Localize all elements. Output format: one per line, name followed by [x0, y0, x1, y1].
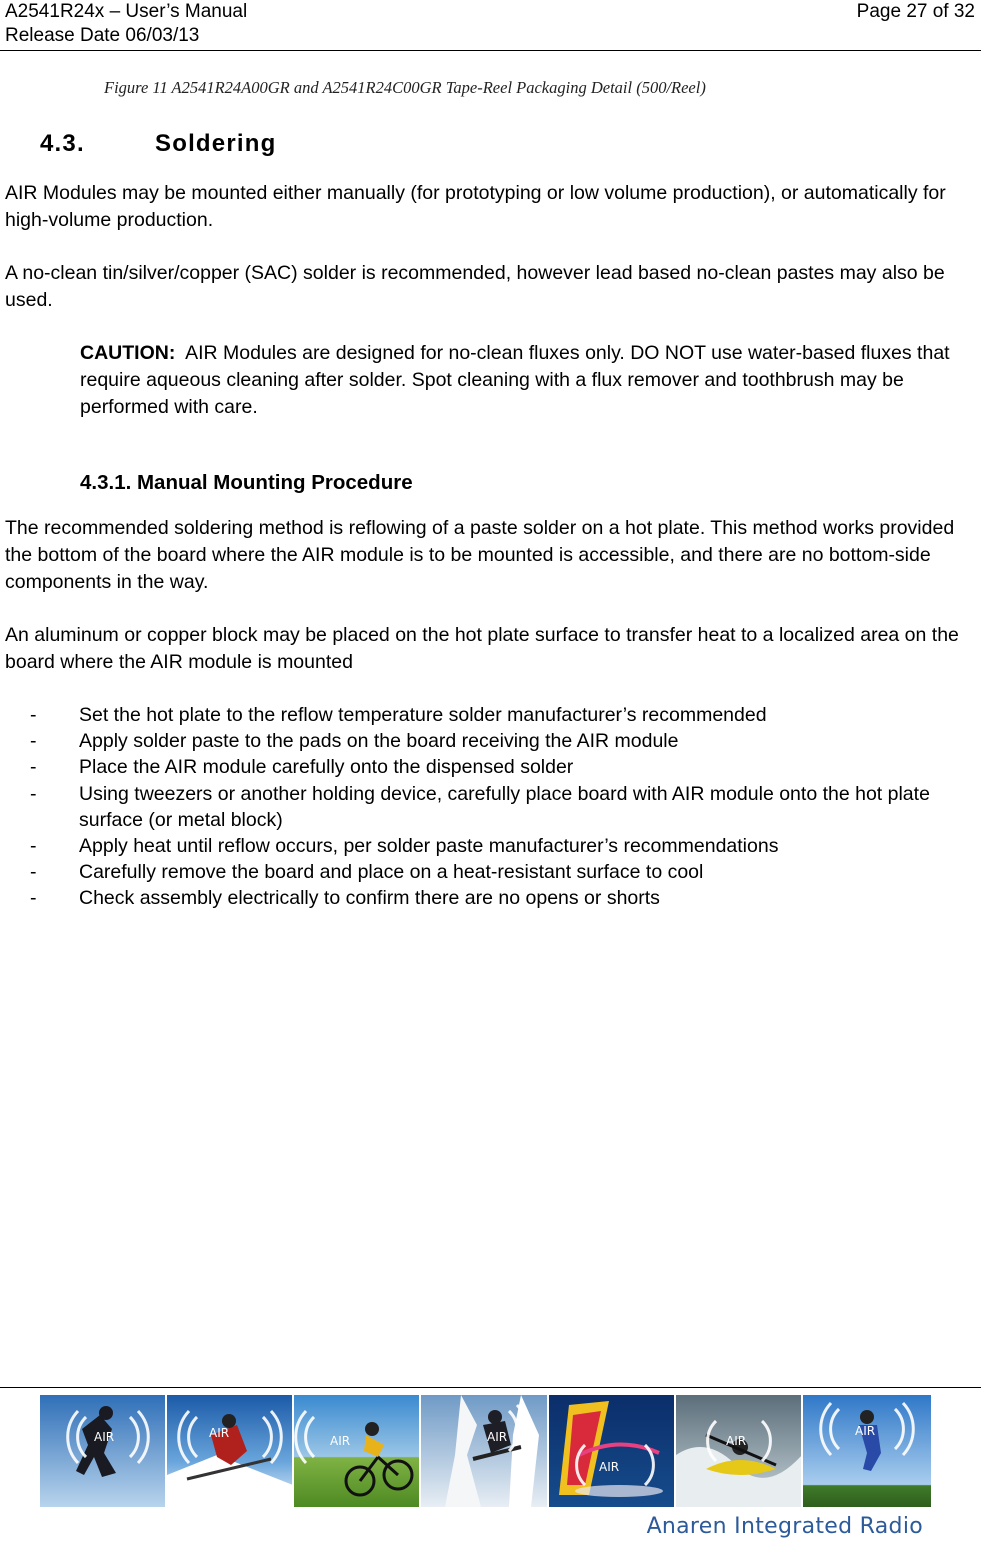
list-item-text: Using tweezers or another holding device, carefully place board with AIR module onto the hot plate surface (or metal block) — [79, 782, 930, 831]
banner-photo-windsurfer — [549, 1395, 674, 1507]
paragraph: A no-clean tin/silver/copper (SAC) solder is recommended, however lead based no-clean pastes may also be used. — [5, 262, 945, 311]
section-number: 4.3. — [40, 130, 85, 157]
subsection-heading: 4.3.1. Manual Mounting Procedure — [80, 471, 413, 494]
list-item: - Carefully remove the board and place on a heat-resistant surface to cool — [30, 861, 704, 884]
footer-banner — [40, 1395, 933, 1507]
list-item: - Set the hot plate to the reflow temperature solder manufacturer’s recommended — [30, 704, 767, 726]
air-badge-text: AIR — [94, 1430, 115, 1444]
list-item-text: Carefully remove the board and place on a heat-resistant surface to cool — [79, 861, 704, 884]
air-badge-text: AIR — [330, 1434, 351, 1448]
release-date: Release Date 06/03/13 — [5, 25, 200, 46]
list-item-text: Set the hot plate to the reflow temperature solder manufacturer’s recommended — [79, 704, 767, 726]
list-item-text: Apply solder paste to the pads on the board receiving the AIR module — [79, 730, 679, 753]
figure-caption: Figure 11 A2541R24A00GR and A2541R24C00GR Tape-Reel Packaging Detail (500/Reel) — [104, 78, 706, 97]
air-badge-text: AIR — [598, 1460, 619, 1474]
banner-photo-kayaker — [676, 1395, 801, 1507]
air-badge-text: AIR — [725, 1434, 746, 1448]
section-title: Soldering — [155, 130, 277, 157]
procedure-list — [30, 702, 970, 912]
brand-name: Anaren Integrated Radio — [646, 1514, 923, 1539]
air-badge-text: AIR — [487, 1430, 508, 1444]
air-badge-text: AIR — [209, 1426, 230, 1440]
list-item-text: Apply heat until reflow occurs, per solder paste manufacturer’s recommendations — [79, 835, 779, 858]
list-item-text: Place the AIR module carefully onto the dispensed solder — [79, 756, 574, 779]
paragraph: The recommended soldering method is reflowing of a paste solder on a hot plate. This method works provided the bottom of the board where the AIR module is to be mounted is accessible, and there are no bottom-side components in the way. — [5, 517, 955, 593]
air-badge-text: AIR — [854, 1424, 875, 1438]
manual-title: A2541R24x – User’s Manual — [5, 1, 248, 22]
paragraph: An aluminum or copper block may be placed on the hot plate surface to transfer heat to a localized area on the board where the AIR module is mounted — [5, 624, 959, 673]
page-number: Page 27 of 32 — [856, 1, 975, 22]
list-item: - Apply solder paste to the pads on the board receiving the AIR module — [30, 730, 679, 753]
caution-note — [80, 340, 970, 421]
footer-divider — [0, 1387, 981, 1388]
list-item: - Check assembly electrically to confirm there are no opens or shorts — [30, 887, 660, 910]
banner-photo-jumper-grass — [803, 1395, 931, 1507]
caution-text: AIR Modules are designed for no-clean fluxes only. DO NOT use water-based fluxes that require aqueous cleaning after solder. Spot cleaning with a flux remover and toothbrush may be performed with care. — [80, 342, 950, 418]
banner-photo-skier — [167, 1395, 292, 1507]
banner-photo-cyclist — [294, 1395, 419, 1507]
caution-label: CAUTION: — [80, 342, 176, 364]
list-item: - Place the AIR module carefully onto the dispensed solder — [30, 756, 574, 779]
list-item-text: Check assembly electrically to confirm there are no opens or shorts — [79, 887, 660, 910]
paragraph: AIR Modules may be mounted either manually (for prototyping or low volume production), or automatically for high-volume production. — [5, 182, 946, 231]
banner-photo-jumper — [40, 1395, 165, 1507]
section-heading — [40, 130, 276, 158]
banner-photo-snowboarder — [421, 1395, 546, 1507]
page-header-left — [5, 0, 247, 48]
header-divider — [0, 50, 981, 51]
list-item: - Using tweezers or another holding device, carefully place board with AIR module onto the hot plate surface (or metal block) — [30, 782, 930, 831]
list-item: - Apply heat until reflow occurs, per solder paste manufacturer’s recommendations — [30, 835, 779, 858]
